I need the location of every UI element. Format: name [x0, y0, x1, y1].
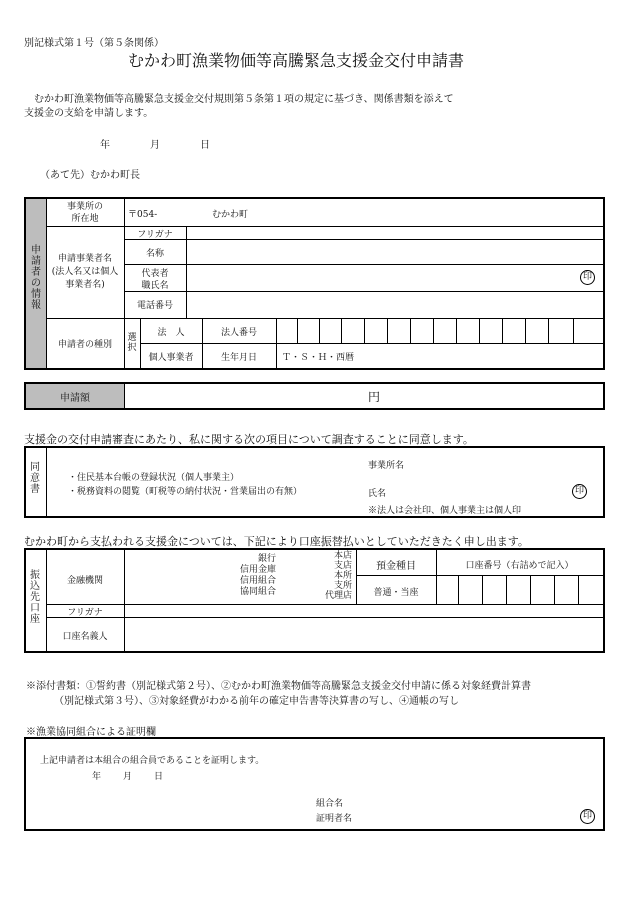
applicant-side-label: 申請者の情報	[31, 245, 41, 311]
form-number: 別記様式第１号（第５条関係）	[24, 38, 164, 49]
applicant-name-label-3: 事業者名)	[65, 280, 105, 290]
union-name-label: 組合名	[316, 799, 344, 809]
individual-option[interactable]: 個人事業者	[148, 353, 194, 363]
name-field[interactable]	[188, 241, 601, 263]
birthdate-field[interactable]	[370, 345, 600, 366]
institution-type-bank[interactable]: 銀行	[257, 554, 276, 564]
account-holder-furigana-field[interactable]	[126, 606, 602, 616]
name-label: 名称	[145, 249, 164, 259]
amount-unit: 円	[368, 390, 381, 404]
institution-type-credit-union[interactable]: 信用組合	[239, 576, 276, 586]
office-address-field[interactable]	[260, 201, 600, 223]
consent-seal-mark: 印	[572, 484, 587, 499]
postal-code: 〒054-	[128, 210, 158, 220]
furigana-label: フリガナ	[137, 230, 173, 240]
consent-name-field[interactable]	[400, 482, 568, 498]
deposit-type-options[interactable]: 普通・当座	[373, 588, 419, 598]
amount-label: 申請額	[60, 393, 90, 404]
corporation-option[interactable]: 法 人	[157, 328, 185, 338]
consent-item-2: ・税務資料の閲覧（町税等の納付状況・営業届出の有無）	[68, 487, 303, 497]
certificate-month-label: 月	[123, 772, 133, 782]
union-name-field[interactable]	[356, 792, 576, 808]
seal-mark: 印	[580, 270, 595, 285]
branch-type-agency[interactable]: 代理店	[324, 591, 352, 601]
branch-type-branch[interactable]: 支店	[333, 561, 352, 571]
town-name: むかわ町	[212, 210, 249, 220]
amount-field[interactable]	[126, 384, 366, 408]
applicant-name-label-2: (法人名又は個人	[51, 267, 119, 277]
representative-label-1: 代表者	[141, 269, 169, 279]
consent-item-1: ・住民基本台帳の登録状況（個人事業主）	[68, 473, 240, 483]
consent-office-name-label: 事業所名	[368, 461, 405, 471]
era-options[interactable]: Ｔ・Ｓ・Ｈ・西暦	[282, 353, 355, 363]
bank-furigana-label: フリガナ	[67, 608, 103, 618]
intro-line-1: むかわ町漁業物価等高騰緊急支援金交付規則第５条第１項の規定に基づき、関係書類を添えて	[34, 94, 454, 105]
certificate-heading: ※漁業協同組合による証明欄	[26, 727, 156, 738]
branch-type-sub-office[interactable]: 支所	[333, 581, 352, 591]
deposit-type-label: 預金種目	[376, 561, 416, 572]
representative-field[interactable]	[188, 266, 578, 290]
consent-heading: 支援金の交付申請審査にあたり、私に関する次の項目について調査することに同意します。	[24, 433, 474, 446]
certificate-seal-mark: 印	[580, 809, 595, 824]
institution-type-shinkin[interactable]: 信用金庫	[239, 565, 276, 575]
account-number-field[interactable]	[437, 576, 602, 603]
select-label: 選択	[127, 333, 137, 353]
certifier-name-field[interactable]	[360, 808, 570, 824]
phone-field[interactable]	[188, 293, 601, 317]
account-holder-field[interactable]	[126, 619, 602, 650]
certifier-name-label: 証明者名	[316, 814, 353, 824]
account-holder-label: 口座名義人	[62, 632, 108, 642]
branch-type-head-office[interactable]: 本所	[333, 571, 352, 581]
corporate-number-label: 法人番号	[220, 328, 257, 338]
intro-line-2: 支援金の支給を申請します。	[24, 108, 154, 119]
representative-label-2: 職氏名	[141, 281, 169, 291]
consent-side-label: 同意書	[30, 462, 40, 495]
consent-office-name-field[interactable]	[420, 454, 600, 470]
bank-side-label: 振込先口座	[30, 570, 40, 625]
certificate-text: 上記申請者は本組合の組合員であることを証明します。	[40, 756, 265, 766]
phone-label: 電話番号	[136, 301, 173, 311]
date-month-label: 月	[150, 140, 160, 151]
birthdate-label: 生年月日	[220, 353, 257, 363]
branch-type-main[interactable]: 本店	[333, 551, 352, 561]
page-title: むかわ町漁業物価等高騰緊急支援金交付申請書	[128, 51, 465, 70]
certificate-year-label: 年	[92, 772, 102, 782]
office-label-2: 所在地	[71, 214, 99, 224]
applicant-name-label-1: 申請事業者名	[57, 254, 112, 264]
office-label-1: 事業所の	[66, 202, 103, 212]
corporate-number-field[interactable]	[277, 319, 602, 342]
applicant-type-label: 申請者の種別	[57, 340, 112, 350]
consent-name-label: 氏名	[368, 489, 387, 499]
bank-heading: むかわ町から支払われる支援金については、下記により口座振替払いとしていただきたく申し出ます。	[24, 535, 529, 548]
account-number-label: 口座番号（右詰めで記入）	[465, 561, 574, 571]
consent-seal-note: ※法人は会社印、個人事業主は個人印	[368, 506, 522, 516]
attachments-line-2: （別記様式第３号）、③対象経費がわかる前年の確定申告書等決算書の写し、④通帳の写し	[54, 696, 459, 707]
institution-type-cooperative[interactable]: 協同組合	[239, 587, 276, 597]
institution-label: 金融機関	[66, 576, 103, 586]
certificate-day-label: 日	[154, 772, 164, 782]
date-day-label: 日	[200, 140, 210, 151]
attachments-line-1: ※添付書類：①誓約書（別記様式第２号）、②むかわ町漁業物価等高騰緊急支援金交付申請に係る対象経費計算書	[26, 681, 531, 692]
furigana-field[interactable]	[188, 227, 601, 238]
addressee: （あて先）むかわ町長	[40, 170, 140, 181]
date-year-label: 年	[100, 140, 110, 151]
